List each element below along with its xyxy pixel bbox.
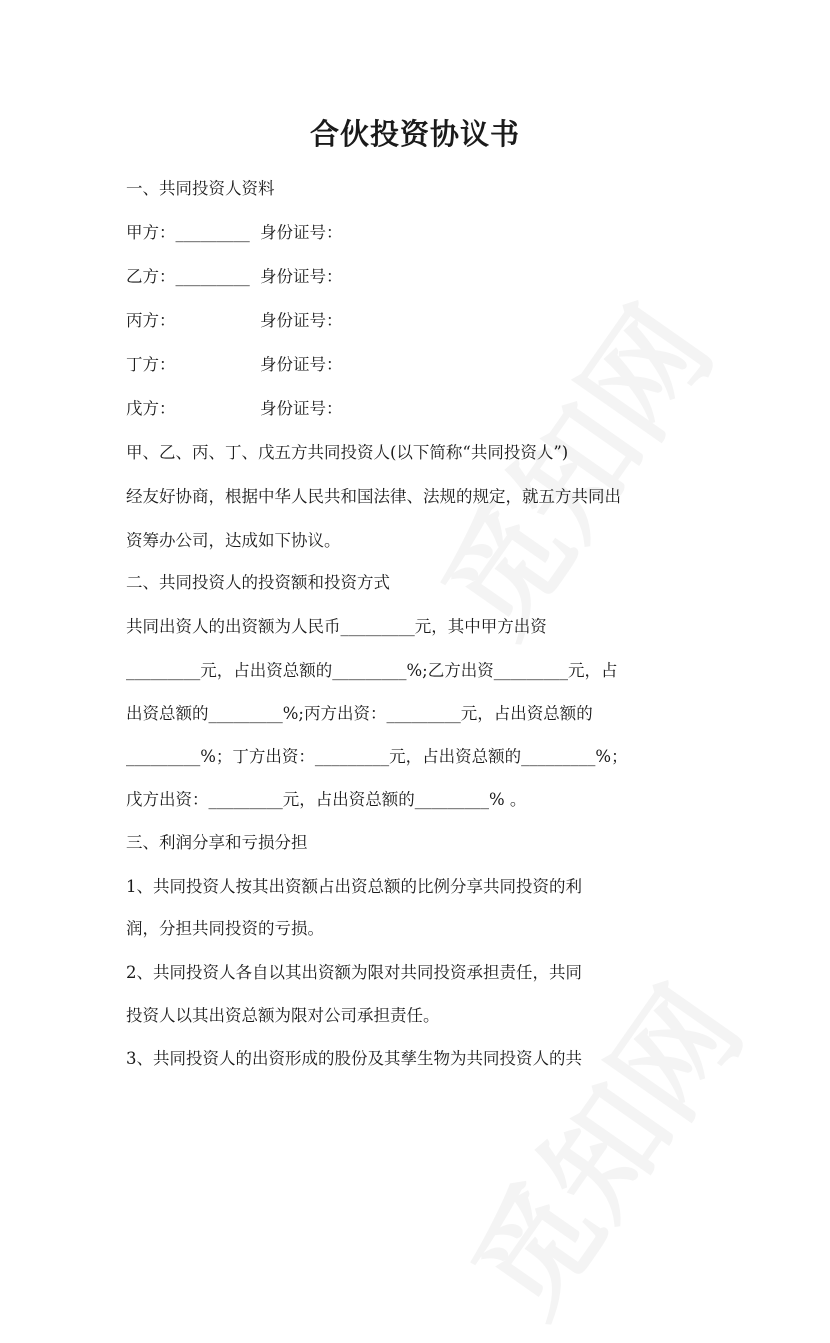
section3-para-line-3: 2、共同投资人各自以其出资额为限对共同投资承担责任，共同: [126, 963, 582, 982]
party-yi-id-label: 身份证号：: [260, 267, 343, 286]
section2-para-line-1: 共同出资人的出资额为人民币_________元，其中甲方出资: [126, 617, 547, 636]
party-wu-label: 戊方：: [126, 399, 176, 418]
section2-para-line-3: 出资总额的_________%;丙方出资：_________元，占出资总额的: [126, 704, 593, 723]
watermark-bottom: [426, 949, 773, 1343]
party-jia-id-label: 身份证号：: [260, 223, 343, 242]
party-ding-id-label: 身份证号：: [260, 355, 343, 374]
document-title: 合伙投资协议书: [309, 117, 520, 151]
party-wu-id-label: 身份证号：: [260, 399, 343, 418]
section1-para-line-1: 甲、乙、丙、丁、戊五方共同投资人(以下简称“共同投资人”): [126, 443, 569, 462]
party-bing-id-label: 身份证号：: [260, 311, 343, 330]
section2-para-line-4: _________%；丁方出资：_________元，占出资总额的_________%；: [126, 747, 628, 766]
section2-para-line-2: _________元，占出资总额的_________%;乙方出资_________元，占: [126, 661, 618, 680]
watermark: [396, 269, 743, 663]
section3-para-line-5: 3、共同投资人的出资形成的股份及其孳生物为共同投资人的共: [126, 1049, 582, 1068]
section2-heading: 二、共同投资人的投资额和投资方式: [126, 573, 390, 592]
party-ding-label: 丁方：: [126, 355, 176, 374]
section1-heading: 一、共同投资人资料: [126, 179, 275, 198]
section3-para-line-4: 投资人以其出资总额为限对公司承担责任。: [126, 1006, 440, 1025]
party-yi-label: 乙方：_________: [126, 267, 250, 286]
section1-para-line-3: 资筹办公司，达成如下协议。: [126, 531, 341, 550]
section2-para-line-5: 戊方出资：_________元，占出资总额的_________% 。: [126, 790, 527, 809]
section1-para-line-2: 经友好协商，根据中华人民共和国法律、法规的规定，就五方共同出: [126, 487, 621, 506]
section3-para-line-1: 1、共同投资人按其出资额占出资总额的比例分享共同投资的利: [126, 877, 582, 896]
party-bing-label: 丙方：: [126, 311, 176, 330]
party-jia-label: 甲方：_________: [126, 223, 250, 242]
section3-para-line-2: 润，分担共同投资的亏损。: [126, 919, 324, 938]
section3-heading: 三、利润分享和亏损分担: [126, 833, 308, 852]
